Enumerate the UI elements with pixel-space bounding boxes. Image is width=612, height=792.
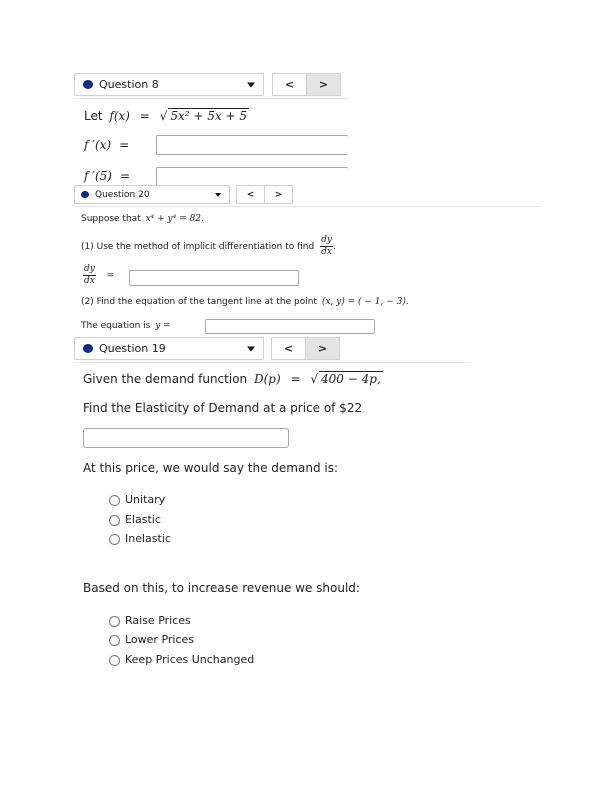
demand-question: At this price, we would say the demand is: xyxy=(83,461,338,475)
divider xyxy=(74,98,348,99)
dy-numerator: dy xyxy=(84,264,95,274)
dy-numerator: dy xyxy=(321,235,332,245)
fprime-x-input[interactable] xyxy=(156,135,348,155)
radio-keep-prices[interactable] xyxy=(109,655,120,666)
suppose-prefix: Suppose that xyxy=(81,214,141,224)
q20-part1-line xyxy=(81,236,336,258)
chevron-down-icon xyxy=(247,82,255,87)
option-inelastic-label: Inelastic xyxy=(125,532,171,545)
question-8-next-button[interactable]: > xyxy=(306,73,341,96)
radio-raise-prices[interactable] xyxy=(109,616,120,627)
fprime-5-text: f ′(5) xyxy=(84,169,112,183)
let-label: Let xyxy=(84,109,103,123)
radicand: 5x² + 5x + 5 xyxy=(170,109,247,123)
divider xyxy=(74,206,542,207)
radicand: 400 − 4p, xyxy=(321,372,381,386)
option-keep-prices-label: Keep Prices Unchanged xyxy=(125,653,255,666)
question-8-selector[interactable] xyxy=(74,73,264,96)
radio-inelastic[interactable] xyxy=(109,534,120,545)
tangent-equation-input[interactable] xyxy=(205,319,375,334)
dx-denominator: dx xyxy=(321,247,332,257)
question-20-label: Question 20 xyxy=(95,189,150,200)
question-19-label: Question 19 xyxy=(99,342,166,355)
equals-sign: = xyxy=(290,372,301,386)
equals-sign: = xyxy=(119,138,130,152)
dy-dx-fraction xyxy=(320,236,333,257)
fprime-x-label xyxy=(84,136,129,154)
chevron-down-icon xyxy=(247,346,255,351)
q20-equation-line xyxy=(81,318,171,334)
sqrt-expression xyxy=(160,106,249,126)
question-19-next-button[interactable]: > xyxy=(305,337,340,360)
radio-elastic[interactable] xyxy=(109,515,120,526)
option-unitary-label: Unitary xyxy=(125,493,166,506)
sqrt-expression xyxy=(310,368,382,390)
equals-sign: = xyxy=(139,109,150,123)
option-elastic-label: Elastic xyxy=(125,513,161,526)
status-dot-icon xyxy=(83,344,93,353)
q20-dydx-answer-line xyxy=(83,265,114,287)
equation-variable: y = xyxy=(155,321,171,331)
q20-part2-line xyxy=(81,294,409,310)
fx-lhs: f(x) xyxy=(109,109,130,123)
dydx-input[interactable] xyxy=(129,270,299,286)
option-lower-prices-label: Lower Prices xyxy=(125,633,195,646)
radio-lower-prices[interactable] xyxy=(109,635,120,646)
equals-sign: = xyxy=(119,169,131,183)
option-raise-prices-label: Raise Prices xyxy=(125,614,191,627)
part2-prefix: (2) Find the equation of the tangent line at the point xyxy=(81,297,317,307)
question-20-selector[interactable] xyxy=(74,185,230,204)
question-19-prev-button[interactable]: < xyxy=(271,337,306,360)
chevron-down-icon xyxy=(215,193,221,197)
find-elasticity-text: Find the Elasticity of Demand at a price of $22 xyxy=(83,401,363,415)
revenue-question: Based on this, to increase revenue we should: xyxy=(83,581,360,595)
fprime-5-input[interactable] xyxy=(156,167,348,187)
period: . xyxy=(332,242,336,252)
status-dot-icon xyxy=(81,191,89,198)
q20-suppose-line xyxy=(81,211,204,227)
part2-point: (x, y) = ( − 1, − 3). xyxy=(321,297,409,307)
q8-function-line xyxy=(84,106,249,126)
suppose-equation: x⁴ + y⁴ = 82. xyxy=(145,214,204,224)
dp-lhs: D(p) xyxy=(253,372,281,386)
radical-sign: √ xyxy=(310,372,319,386)
elasticity-input[interactable] xyxy=(83,428,289,448)
dx-denominator: dx xyxy=(84,276,95,286)
dy-dx-fraction xyxy=(83,265,96,286)
question-20-next-button[interactable]: > xyxy=(264,185,293,204)
given-prefix: Given the demand function xyxy=(83,372,248,386)
equals-sign: = xyxy=(106,271,115,281)
equation-prefix: The equation is xyxy=(81,321,151,331)
q19-given-line xyxy=(83,368,383,390)
question-8-label: Question 8 xyxy=(99,78,159,91)
question-19-selector[interactable] xyxy=(74,337,264,360)
divider xyxy=(74,362,470,363)
radio-unitary[interactable] xyxy=(109,495,120,506)
fprime-5-label xyxy=(84,167,130,185)
radical-sign: √ xyxy=(159,109,168,123)
part1-text: (1) Use the method of implicit differentiation to find xyxy=(81,242,315,252)
question-20-prev-button[interactable]: < xyxy=(236,185,265,204)
question-8-prev-button[interactable]: < xyxy=(272,73,307,96)
status-dot-icon xyxy=(83,80,93,89)
fprime-x-text: f ′(x) xyxy=(84,138,112,152)
